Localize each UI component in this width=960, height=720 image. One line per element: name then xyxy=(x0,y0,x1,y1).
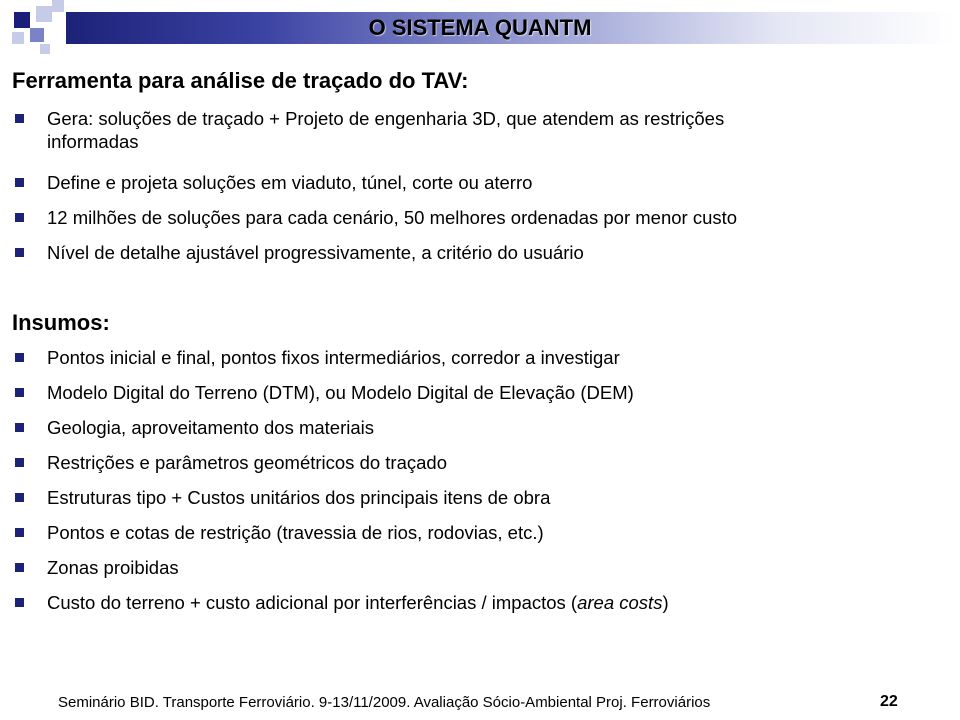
bullet-icon xyxy=(15,493,24,502)
bullet-list-insumos xyxy=(12,346,952,614)
list-item xyxy=(12,171,952,194)
list-item-text-italic: area costs xyxy=(577,592,663,613)
slide-title: O SISTEMA QUANTM xyxy=(368,15,592,40)
bullet-icon xyxy=(15,563,24,572)
list-item-text: Modelo Digital do Terreno (DTM), ou Modelo Digital de Elevação (DEM) xyxy=(47,382,634,403)
list-item-text-prefix: Custo do terreno + custo adicional por interferências / impactos ( xyxy=(47,592,578,613)
list-item-text: 12 milhões de soluções para cada cenário, 50 melhores ordenadas por menor custo xyxy=(47,207,738,228)
list-item xyxy=(12,206,952,229)
decor-square-4 xyxy=(52,0,64,12)
list-item-text: Gera: soluções de traçado + Projeto de engenharia 3D, que atendem as restrições xyxy=(47,108,725,129)
section-heading-ferramenta: Ferramenta para análise de traçado do TAV: xyxy=(12,68,469,93)
footer-text: Seminário BID. Transporte Ferroviário. 9-13/11/2009. Avaliação Sócio-Ambiental Proj. Ferroviários xyxy=(58,694,711,711)
list-item xyxy=(12,521,952,544)
list-item-text: Restrições e parâmetros geométricos do traçado xyxy=(47,452,447,473)
list-item xyxy=(12,416,952,439)
list-item-text: Define e projeta soluções em viaduto, túnel, corte ou aterro xyxy=(47,172,533,193)
bullet-icon xyxy=(15,114,24,123)
bullet-icon xyxy=(15,528,24,537)
list-item-text: Pontos inicial e final, pontos fixos intermediários, corredor a investigar xyxy=(47,347,620,368)
list-item xyxy=(12,107,952,153)
list-item xyxy=(12,451,952,474)
list-item xyxy=(12,346,952,369)
list-item xyxy=(12,381,952,404)
list-item xyxy=(12,591,952,614)
list-item xyxy=(12,241,952,264)
bullet-icon xyxy=(15,178,24,187)
bullet-icon xyxy=(15,388,24,397)
decor-square-6 xyxy=(40,44,50,54)
list-item-text: Zonas proibidas xyxy=(47,557,179,578)
bullet-icon xyxy=(15,248,24,257)
page-number: 22 xyxy=(880,693,898,710)
list-item-text: Estruturas tipo + Custos unitários dos principais itens de obra xyxy=(47,487,551,508)
bullet-icon xyxy=(15,353,24,362)
list-item-text: Pontos e cotas de restrição (travessia de rios, rodovias, etc.) xyxy=(47,522,544,543)
list-item-text: Geologia, aproveitamento dos materiais xyxy=(47,417,375,438)
list-item-text: Nível de detalhe ajustável progressivamente, a critério do usuário xyxy=(47,242,584,263)
bullet-icon xyxy=(15,598,24,607)
section-heading-insumos: Insumos: xyxy=(12,310,110,335)
list-item xyxy=(12,556,952,579)
bullet-list-ferramenta xyxy=(12,107,952,264)
list-item-text-cont: informadas xyxy=(47,131,139,152)
bullet-icon xyxy=(15,213,24,222)
bullet-icon xyxy=(15,423,24,432)
bullet-icon xyxy=(15,458,24,467)
list-item-text-suffix: ) xyxy=(662,592,669,613)
list-item xyxy=(12,486,952,509)
